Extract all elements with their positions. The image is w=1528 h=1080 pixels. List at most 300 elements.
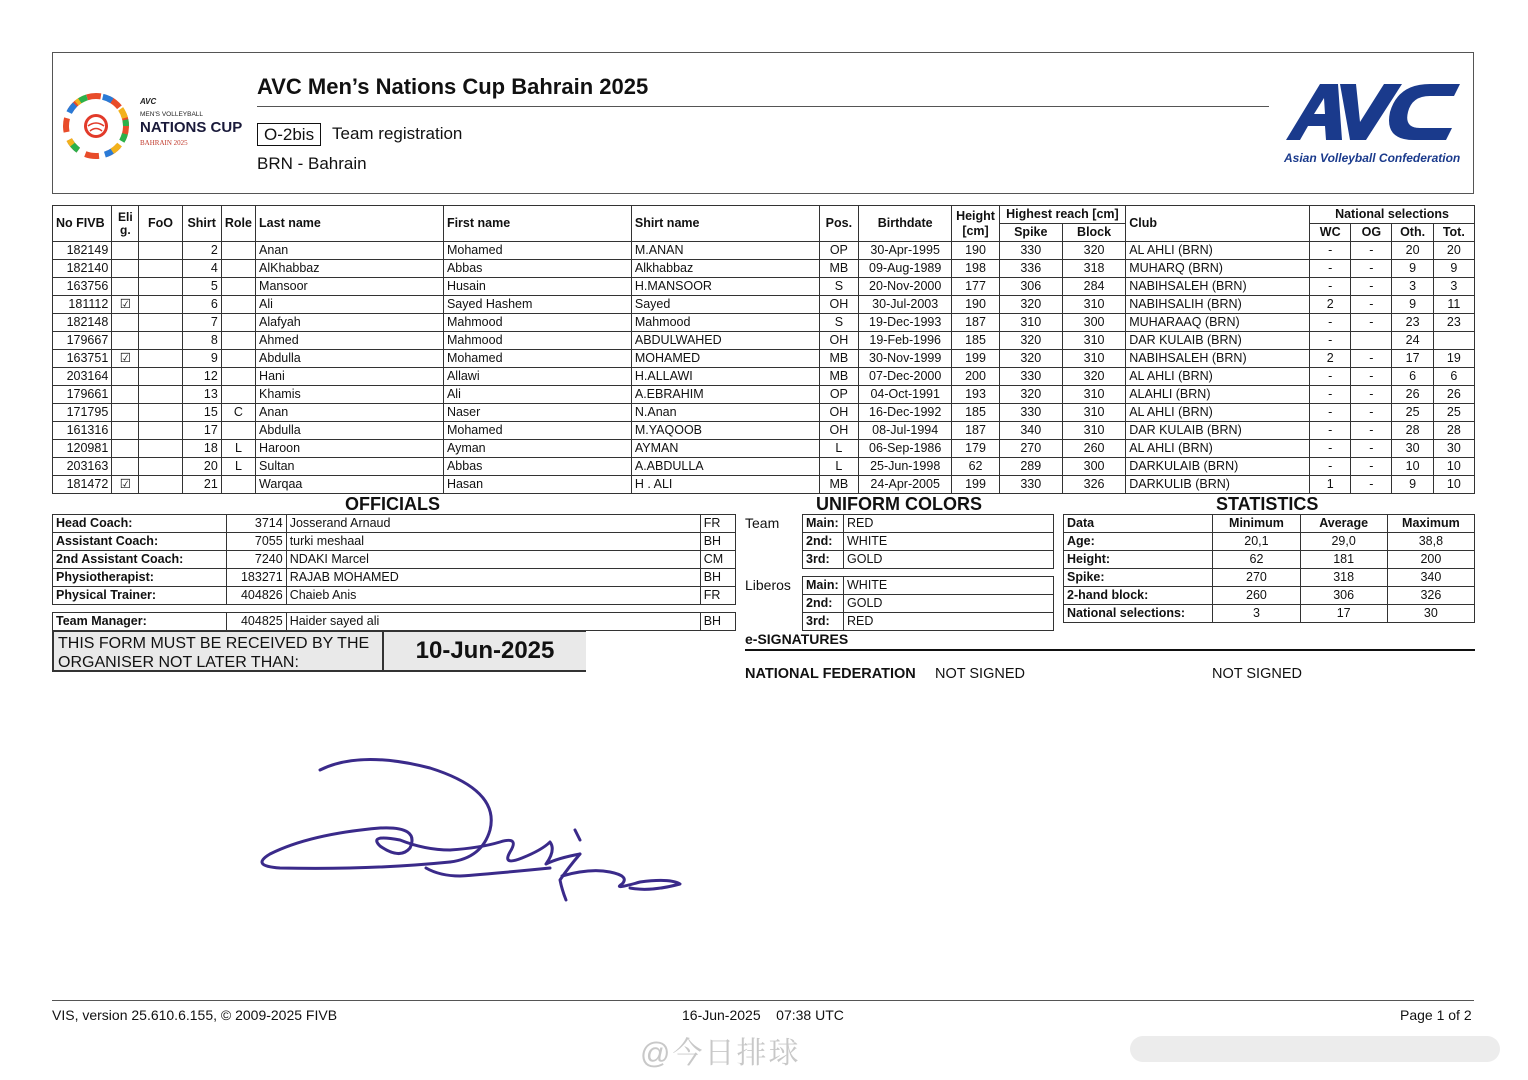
player-tot: 10 <box>1433 476 1474 494</box>
official-row <box>53 533 736 551</box>
player-foo <box>139 260 182 278</box>
player-tot: 20 <box>1433 242 1474 260</box>
statistics-title: STATISTICS <box>1216 494 1319 514</box>
official-id: 183271 <box>227 569 286 587</box>
player-spike: 330 <box>999 476 1062 494</box>
signature-status: NOT SIGNED <box>1212 666 1302 682</box>
player-position: MB <box>819 350 858 368</box>
col-shirt: Shirt <box>182 206 221 242</box>
stat-label: Spike: <box>1064 569 1213 587</box>
player-last-name: Khamis <box>256 386 444 404</box>
player-height: 198 <box>952 260 999 278</box>
stat-minimum: 3 <box>1213 605 1300 623</box>
player-foo <box>139 368 182 386</box>
player-foo <box>139 458 182 476</box>
table-row <box>53 404 1475 422</box>
player-shirt: 6 <box>182 296 221 314</box>
players-body <box>53 242 1475 494</box>
player-tot: 30 <box>1433 440 1474 458</box>
official-nationality: FR <box>700 587 735 605</box>
player-birthdate: 30-Jul-2003 <box>858 296 951 314</box>
player-height: 199 <box>952 350 999 368</box>
player-shirt-name: N.Anan <box>631 404 819 422</box>
esignatures-title: e-SIGNATURES <box>745 631 849 647</box>
player-shirt: 18 <box>182 440 221 458</box>
uniform-slot: Main: <box>803 515 844 533</box>
player-elig: ☑ <box>112 476 139 494</box>
player-shirt: 15 <box>182 404 221 422</box>
player-last-name: Anan <box>256 242 444 260</box>
player-first-name: Mahmood <box>443 332 631 350</box>
stat-minimum: 270 <box>1213 569 1300 587</box>
player-foo <box>139 242 182 260</box>
uniform-row <box>803 595 1054 613</box>
player-wc: - <box>1310 332 1351 350</box>
player-tot: 11 <box>1433 296 1474 314</box>
player-oth: 23 <box>1392 314 1433 332</box>
player-club: NABIHSALEH (BRN) <box>1126 278 1310 296</box>
col-shirt-name: Shirt name <box>631 206 819 242</box>
stat-label: 2-hand block: <box>1064 587 1213 605</box>
player-og: - <box>1351 278 1392 296</box>
official-role: Assistant Coach: <box>53 533 227 551</box>
libero-uniform-table <box>802 576 1054 631</box>
col-spike: Spike <box>999 224 1062 242</box>
player-birthdate: 25-Jun-1998 <box>858 458 951 476</box>
official-role: Physical Trainer: <box>53 587 227 605</box>
col-tot: Tot. <box>1433 224 1474 242</box>
player-tot: 10 <box>1433 458 1474 476</box>
player-last-name: AlKhabbaz <box>256 260 444 278</box>
player-club: AL AHLI (BRN) <box>1126 242 1310 260</box>
player-foo <box>139 386 182 404</box>
table-row <box>53 296 1475 314</box>
player-height: 190 <box>952 242 999 260</box>
player-fivb-no: 179667 <box>53 332 112 350</box>
stat-maximum: 340 <box>1387 569 1474 587</box>
player-shirt-name: H . ALI <box>631 476 819 494</box>
uniform-slot: 2nd: <box>803 595 844 613</box>
player-club: MUHARAAQ (BRN) <box>1126 314 1310 332</box>
player-fivb-no: 203163 <box>53 458 112 476</box>
player-fivb-no: 161316 <box>53 422 112 440</box>
player-og: - <box>1351 350 1392 368</box>
col-no-fivb: No FIVB <box>53 206 112 242</box>
player-birthdate: 07-Dec-2000 <box>858 368 951 386</box>
official-name: turki meshaal <box>286 533 700 551</box>
player-wc: - <box>1310 440 1351 458</box>
player-oth: 9 <box>1392 476 1433 494</box>
player-spike: 320 <box>999 332 1062 350</box>
title-divider <box>257 106 1269 107</box>
player-spike: 306 <box>999 278 1062 296</box>
player-wc: - <box>1310 422 1351 440</box>
player-position: OH <box>819 422 858 440</box>
player-oth: 24 <box>1392 332 1433 350</box>
player-og: - <box>1351 404 1392 422</box>
player-height: 187 <box>952 314 999 332</box>
player-shirt-name: Alkhabbaz <box>631 260 819 278</box>
player-last-name: Sultan <box>256 458 444 476</box>
player-height: 193 <box>952 386 999 404</box>
uniform-row <box>803 577 1054 595</box>
player-elig <box>112 458 139 476</box>
table-row <box>53 368 1475 386</box>
player-last-name: Haroon <box>256 440 444 458</box>
player-elig <box>112 404 139 422</box>
statistics-row <box>1064 605 1475 623</box>
team-uniform-label: Team <box>745 515 780 531</box>
player-height: 185 <box>952 404 999 422</box>
player-tot: 19 <box>1433 350 1474 368</box>
player-shirt: 7 <box>182 314 221 332</box>
avc-tagline: Asian Volleyball Confederation <box>1284 151 1461 165</box>
col-birthdate: Birthdate <box>858 206 951 242</box>
officials-table <box>52 514 736 605</box>
player-foo <box>139 404 182 422</box>
stat-average: 29,0 <box>1300 533 1387 551</box>
player-club: AL AHLI (BRN) <box>1126 440 1310 458</box>
stat-maximum: 30 <box>1387 605 1474 623</box>
player-elig <box>112 260 139 278</box>
player-block: 284 <box>1062 278 1125 296</box>
player-shirt-name: Sayed <box>631 296 819 314</box>
player-og: - <box>1351 368 1392 386</box>
stats-col-minimum: Minimum <box>1213 515 1300 533</box>
player-birthdate: 08-Jul-1994 <box>858 422 951 440</box>
col-club: Club <box>1126 206 1310 242</box>
player-position: OP <box>819 242 858 260</box>
player-block: 310 <box>1062 350 1125 368</box>
player-club: DAR KULAIB (BRN) <box>1126 422 1310 440</box>
table-row <box>53 314 1475 332</box>
stat-label: Age: <box>1064 533 1213 551</box>
player-spike: 330 <box>999 368 1062 386</box>
uniform-row <box>803 551 1054 569</box>
player-role <box>221 296 255 314</box>
table-row <box>53 386 1475 404</box>
player-role <box>221 368 255 386</box>
player-role <box>221 278 255 296</box>
official-id: 7240 <box>227 551 286 569</box>
uniform-color: RED <box>844 613 1054 631</box>
official-name: NDAKI Marcel <box>286 551 700 569</box>
player-height: 200 <box>952 368 999 386</box>
table-row <box>53 332 1475 350</box>
player-position: MB <box>819 368 858 386</box>
official-id: 404825 <box>227 613 286 631</box>
player-spike: 340 <box>999 422 1062 440</box>
player-elig <box>112 242 139 260</box>
uniform-slot: Main: <box>803 577 844 595</box>
form-name: Team registration <box>332 124 463 143</box>
player-spike: 320 <box>999 296 1062 314</box>
player-first-name: Ayman <box>443 440 631 458</box>
player-role <box>221 350 255 368</box>
player-position: L <box>819 440 858 458</box>
stats-col-maximum: Maximum <box>1387 515 1474 533</box>
player-wc: - <box>1310 242 1351 260</box>
player-fivb-no: 181112 <box>53 296 112 314</box>
player-first-name: Abbas <box>443 260 631 278</box>
player-position: L <box>819 458 858 476</box>
players-table <box>52 205 1475 494</box>
player-foo <box>139 278 182 296</box>
player-tot: 28 <box>1433 422 1474 440</box>
player-last-name: Ahmed <box>256 332 444 350</box>
player-foo <box>139 440 182 458</box>
player-foo <box>139 350 182 368</box>
player-first-name: Husain <box>443 278 631 296</box>
player-og: - <box>1351 296 1392 314</box>
player-wc: - <box>1310 278 1351 296</box>
player-club: MUHARQ (BRN) <box>1126 260 1310 278</box>
stats-col-data: Data <box>1064 515 1213 533</box>
player-shirt: 8 <box>182 332 221 350</box>
player-height: 187 <box>952 422 999 440</box>
player-position: OP <box>819 386 858 404</box>
player-height: 62 <box>952 458 999 476</box>
player-shirt-name: MOHAMED <box>631 350 819 368</box>
official-role: Head Coach: <box>53 515 227 533</box>
player-wc: 2 <box>1310 350 1351 368</box>
player-club: NABIHSALIH (BRN) <box>1126 296 1310 314</box>
col-height: Height [cm] <box>952 206 999 242</box>
player-tot: 3 <box>1433 278 1474 296</box>
player-club: AL AHLI (BRN) <box>1126 368 1310 386</box>
statistics-row <box>1064 533 1475 551</box>
col-og: OG <box>1351 224 1392 242</box>
stat-label: Height: <box>1064 551 1213 569</box>
player-tot <box>1433 332 1474 350</box>
player-fivb-no: 120981 <box>53 440 112 458</box>
player-block: 310 <box>1062 296 1125 314</box>
avc-logo <box>1280 78 1470 170</box>
player-wc: 2 <box>1310 296 1351 314</box>
player-first-name: Mohamed <box>443 242 631 260</box>
stat-maximum: 326 <box>1387 587 1474 605</box>
signature-status: NOT SIGNED <box>935 666 1025 682</box>
svg-text:NATIONS CUP: NATIONS CUP <box>140 119 243 136</box>
uniform-slot: 3rd: <box>803 613 844 631</box>
player-shirt: 4 <box>182 260 221 278</box>
player-first-name: Sayed Hashem <box>443 296 631 314</box>
player-fivb-no: 163756 <box>53 278 112 296</box>
official-nationality: FR <box>700 515 735 533</box>
player-block: 300 <box>1062 458 1125 476</box>
statistics-row <box>1064 569 1475 587</box>
player-role <box>221 476 255 494</box>
national-federation-label: NATIONAL FEDERATION <box>745 666 916 682</box>
player-block: 310 <box>1062 332 1125 350</box>
player-tot: 9 <box>1433 260 1474 278</box>
player-tot: 23 <box>1433 314 1474 332</box>
team-manager-table <box>52 612 736 631</box>
player-spike: 320 <box>999 386 1062 404</box>
player-position: OH <box>819 404 858 422</box>
player-block: 310 <box>1062 386 1125 404</box>
player-role <box>221 242 255 260</box>
player-height: 179 <box>952 440 999 458</box>
player-role <box>221 260 255 278</box>
player-elig <box>112 422 139 440</box>
player-role <box>221 422 255 440</box>
player-fivb-no: 182149 <box>53 242 112 260</box>
player-club: DARKULAIB (BRN) <box>1126 458 1310 476</box>
player-last-name: Anan <box>256 404 444 422</box>
statistics-row <box>1064 551 1475 569</box>
player-last-name: Warqaa <box>256 476 444 494</box>
player-block: 318 <box>1062 260 1125 278</box>
col-national-selections: National selections <box>1310 206 1475 224</box>
stat-average: 181 <box>1300 551 1387 569</box>
col-role: Role <box>221 206 255 242</box>
player-role: C <box>221 404 255 422</box>
uniform-color: RED <box>844 515 1054 533</box>
player-last-name: Hani <box>256 368 444 386</box>
player-role <box>221 314 255 332</box>
player-birthdate: 19-Dec-1993 <box>858 314 951 332</box>
player-foo <box>139 332 182 350</box>
official-nationality: BH <box>700 569 735 587</box>
player-oth: 30 <box>1392 440 1433 458</box>
player-wc: - <box>1310 404 1351 422</box>
player-elig <box>112 386 139 404</box>
player-shirt-name: A.ABDULLA <box>631 458 819 476</box>
player-first-name: Mohamed <box>443 350 631 368</box>
player-last-name: Abdulla <box>256 350 444 368</box>
player-og: - <box>1351 314 1392 332</box>
player-block: 310 <box>1062 404 1125 422</box>
form-code-badge: O-2bis <box>257 123 321 146</box>
player-fivb-no: 181472 <box>53 476 112 494</box>
player-position: S <box>819 278 858 296</box>
stat-maximum: 200 <box>1387 551 1474 569</box>
official-row <box>53 515 736 533</box>
deadline-text: THIS FORM MUST BE RECEIVED BY THE ORGANISER NOT LATER THAN: <box>58 635 370 671</box>
uniform-row <box>803 515 1054 533</box>
player-birthdate: 24-Apr-2005 <box>858 476 951 494</box>
player-first-name: Abbas <box>443 458 631 476</box>
player-fivb-no: 182148 <box>53 314 112 332</box>
player-role <box>221 332 255 350</box>
official-role: Team Manager: <box>53 613 227 631</box>
col-last-name: Last name <box>256 206 444 242</box>
player-og: - <box>1351 260 1392 278</box>
player-oth: 17 <box>1392 350 1433 368</box>
table-row <box>53 440 1475 458</box>
stat-average: 17 <box>1300 605 1387 623</box>
player-elig: ☑ <box>112 296 139 314</box>
player-birthdate: 30-Apr-1995 <box>858 242 951 260</box>
table-row <box>53 242 1475 260</box>
player-elig <box>112 368 139 386</box>
player-fivb-no: 179661 <box>53 386 112 404</box>
nations-cup-logo <box>58 90 258 162</box>
player-position: MB <box>819 476 858 494</box>
player-wc: - <box>1310 458 1351 476</box>
player-shirt-name: Mahmood <box>631 314 819 332</box>
player-spike: 310 <box>999 314 1062 332</box>
col-elig: Eli g. <box>112 206 139 242</box>
player-oth: 9 <box>1392 296 1433 314</box>
player-height: 199 <box>952 476 999 494</box>
player-shirt-name: ABDULWAHED <box>631 332 819 350</box>
stat-maximum: 38,8 <box>1387 533 1474 551</box>
player-height: 185 <box>952 332 999 350</box>
team-manager-row <box>53 613 736 631</box>
official-name: Josserand Arnaud <box>286 515 700 533</box>
player-foo <box>139 422 182 440</box>
official-nationality: CM <box>700 551 735 569</box>
player-fivb-no: 182140 <box>53 260 112 278</box>
uniforms-title: UNIFORM COLORS <box>816 494 982 514</box>
player-birthdate: 09-Aug-1989 <box>858 260 951 278</box>
player-elig <box>112 314 139 332</box>
stat-label: National selections: <box>1064 605 1213 623</box>
svg-text:MEN'S VOLLEYBALL: MEN'S VOLLEYBALL <box>140 111 204 118</box>
player-last-name: Abdulla <box>256 422 444 440</box>
player-shirt: 17 <box>182 422 221 440</box>
player-foo <box>139 314 182 332</box>
player-shirt: 2 <box>182 242 221 260</box>
official-id: 7055 <box>227 533 286 551</box>
official-nationality: BH <box>700 533 735 551</box>
player-fivb-no: 171795 <box>53 404 112 422</box>
table-row <box>53 476 1475 494</box>
player-og: - <box>1351 458 1392 476</box>
player-og: - <box>1351 242 1392 260</box>
player-shirt: 13 <box>182 386 221 404</box>
player-block: 260 <box>1062 440 1125 458</box>
player-shirt-name: M.ANAN <box>631 242 819 260</box>
player-height: 190 <box>952 296 999 314</box>
player-oth: 3 <box>1392 278 1433 296</box>
player-shirt-name: H.ALLAWI <box>631 368 819 386</box>
player-shirt-name: AYMAN <box>631 440 819 458</box>
player-foo <box>139 296 182 314</box>
player-spike: 336 <box>999 260 1062 278</box>
player-position: S <box>819 314 858 332</box>
col-foo: FoO <box>139 206 182 242</box>
watermark: @今日排球 <box>640 1037 801 1070</box>
player-spike: 320 <box>999 350 1062 368</box>
player-og: - <box>1351 476 1392 494</box>
player-shirt-name: M.YAQOOB <box>631 422 819 440</box>
uniform-color: GOLD <box>844 595 1054 613</box>
official-row <box>53 569 736 587</box>
official-role: Physiotherapist: <box>53 569 227 587</box>
uniform-row <box>803 533 1054 551</box>
player-elig <box>112 440 139 458</box>
col-block: Block <box>1062 224 1125 242</box>
player-block: 326 <box>1062 476 1125 494</box>
player-tot: 26 <box>1433 386 1474 404</box>
uniform-slot: 2nd: <box>803 533 844 551</box>
player-first-name: Mahmood <box>443 314 631 332</box>
player-spike: 330 <box>999 404 1062 422</box>
player-first-name: Naser <box>443 404 631 422</box>
official-name: Chaieb Anis <box>286 587 700 605</box>
player-position: MB <box>819 260 858 278</box>
uniform-color: WHITE <box>844 533 1054 551</box>
col-first-name: First name <box>443 206 631 242</box>
player-last-name: Mansoor <box>256 278 444 296</box>
player-tot: 25 <box>1433 404 1474 422</box>
player-last-name: Ali <box>256 296 444 314</box>
player-elig <box>112 278 139 296</box>
watermark-bar-icon <box>1130 1034 1500 1064</box>
